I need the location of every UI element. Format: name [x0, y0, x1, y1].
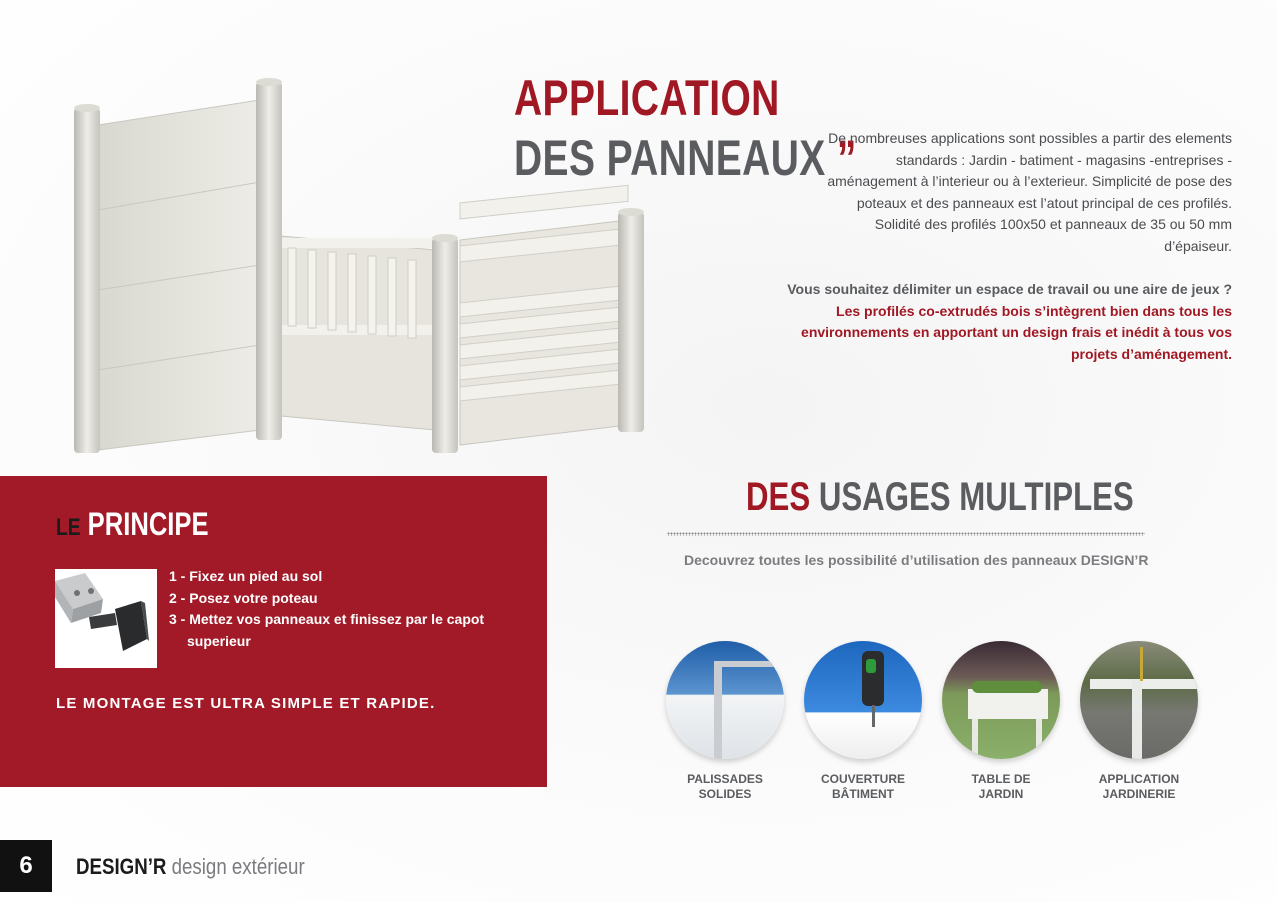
post-foot-icon [55, 569, 157, 668]
step-item: 1 - Fixez un pied au sol [169, 568, 323, 584]
usage-palissades [660, 641, 790, 802]
montage-note: LE MONTAGE EST ULTRA SIMPLE ET RAPIDE. [56, 695, 436, 712]
usages-title-rest: USAGES MULTIPLES [818, 475, 1134, 519]
usages-subtitle: Decouvrez toutes les possibilité d’utilisation des panneaux DESIGN’R [684, 552, 1149, 568]
usage-jardinerie [1074, 641, 1204, 802]
steps-list [169, 566, 509, 652]
fence-sky-photo-icon [666, 641, 784, 759]
question-paragraph [760, 279, 1232, 365]
usage-label: PALISSADES SOLIDES [687, 772, 763, 801]
principe-title [56, 506, 209, 543]
principe-title-small: LE [56, 514, 81, 541]
usage-label: COUVERTURE BÂTIMENT [820, 772, 905, 801]
usage-couverture [798, 641, 928, 802]
garden-table-photo-icon [942, 641, 1060, 759]
page-number: 6 [0, 840, 52, 892]
principe-title-big: PRINCIPE [87, 506, 209, 542]
drill-roof-photo-icon [804, 641, 922, 759]
question-text: Vous souhaitez délimiter un espace de travail ou une aire de jeux ? [787, 281, 1232, 297]
footer-brand-name: DESIGN’R [76, 854, 167, 879]
usages-title [746, 475, 1134, 520]
principe-panel [0, 476, 547, 787]
footer-brand-subtitle: design extérieur [171, 854, 305, 879]
step-item: 2 - Posez votre poteau [169, 589, 318, 606]
page-title-line2 [514, 130, 857, 186]
garden-center-photo-icon [1080, 641, 1198, 759]
usage-label: APPLICATION JARDINERIE [1098, 772, 1180, 801]
dotted-divider [667, 532, 1145, 536]
usage-table [936, 641, 1066, 802]
title-line2-text: DES PANNEAUX [514, 130, 826, 186]
intro-paragraph: De nombreuses applications sont possibles a partir des elements standards : Jardin - batiment - magasins -entreprises - aménagement à l’interieur ou à l’exterieur. Simplicité de pose des poteaux et des panneaux est l’atout principal de ces profilés. Solidité des profilés 100x50 et panneaux de 35 ou 50 mm d’épaiseur. [827, 130, 1232, 254]
footer-brand [76, 854, 305, 880]
post-foot-image [55, 569, 157, 668]
highlight-text: Les profilés co-extrudés bois s’intègrent bien dans tous les environnements en apportant un design frais et inédit à tous vos projets d’aménagement. [801, 302, 1232, 362]
usage-label: TABLE DE JARDIN [971, 772, 1031, 801]
title-quote-mark: ” [836, 130, 857, 186]
step-item: 3 - Mettez vos panneaux et finissez par le capot superieur [169, 611, 485, 649]
page-title-line1: APPLICATION [514, 70, 780, 126]
usages-title-accent: DES [746, 475, 811, 519]
